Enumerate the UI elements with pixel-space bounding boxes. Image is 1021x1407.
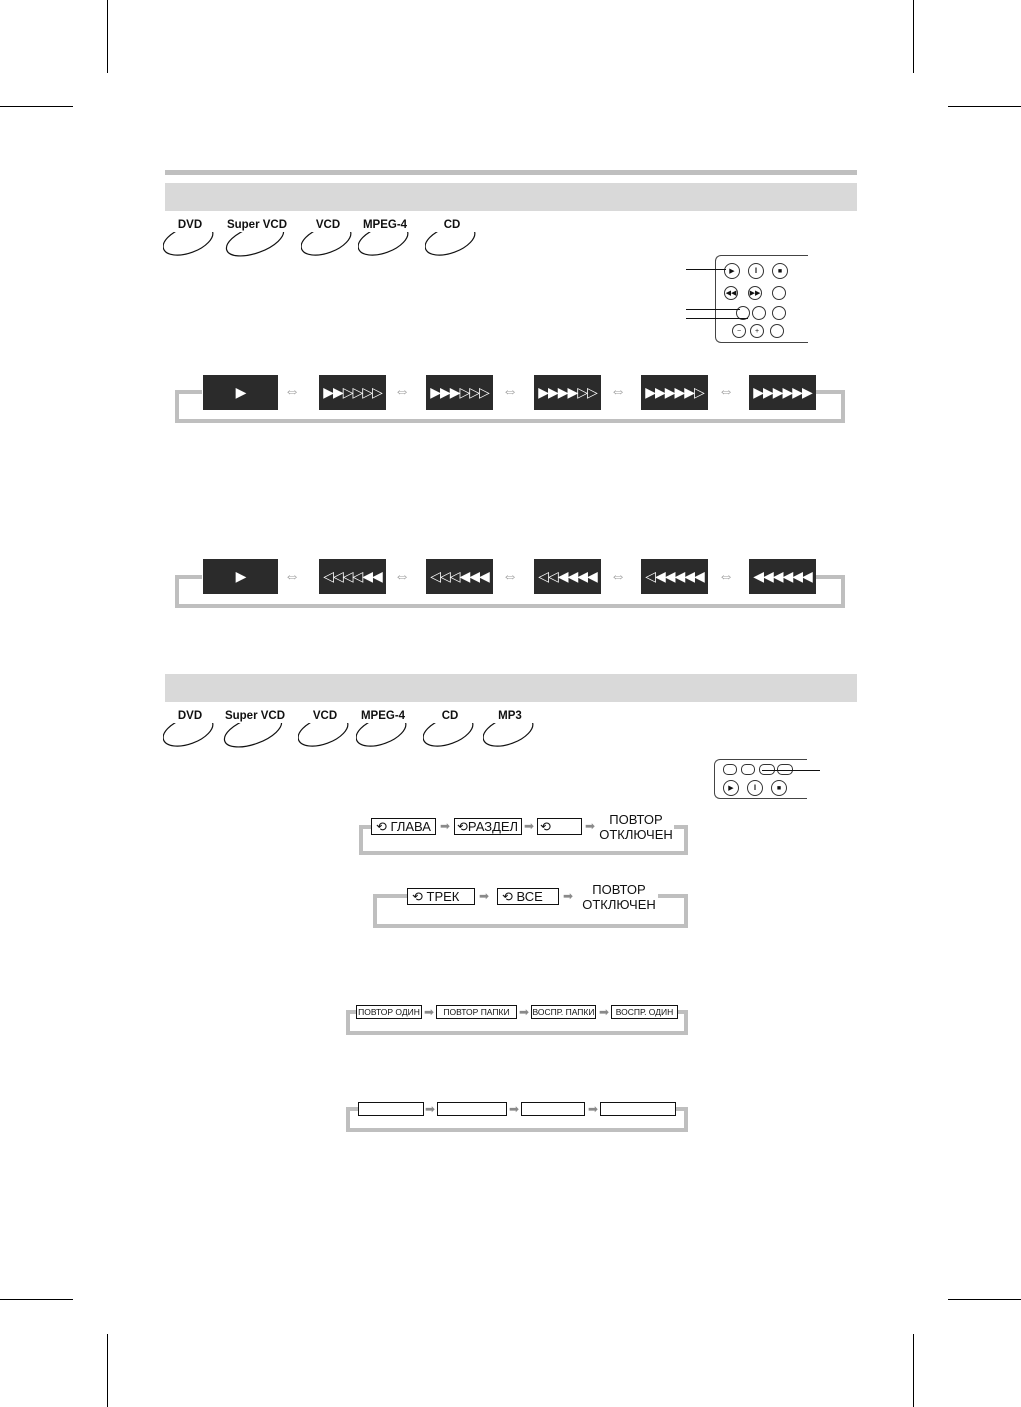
blank-mode-box — [437, 1102, 507, 1116]
double-arrow-icon: ⇔ — [610, 568, 626, 585]
plus-button-illustration: + — [750, 324, 764, 338]
remote-button-illustration — [723, 764, 737, 775]
repeat-mode-box — [407, 888, 475, 905]
speed-box: ◁◁◁◁◀◀ — [319, 559, 386, 594]
rewind-button-illustration: ◀◀ — [724, 286, 738, 300]
speed-box: ▶ — [203, 559, 278, 594]
speed-box: ▶▶▶▶▷▷ — [534, 375, 601, 410]
speed-box: ◁◀◀◀◀◀ — [641, 559, 708, 594]
ff-button-illustration — [752, 306, 766, 320]
loop-cap — [816, 390, 845, 394]
section-header-bar — [165, 183, 857, 211]
right-arrow-icon: ➡ — [509, 1102, 520, 1116]
repeat-mode-box: ПОВТОР ПАПКИ — [436, 1005, 517, 1019]
loop-cap — [175, 390, 202, 394]
disc-badge: VCD — [298, 709, 352, 753]
remote-control-illustration — [714, 759, 807, 799]
disc-badge: VCD — [301, 218, 355, 262]
pause-button-illustration: ‖ — [748, 263, 764, 279]
loop-cap — [346, 1107, 358, 1111]
repeat-mode-box — [497, 888, 559, 905]
double-arrow-icon: ⇔ — [394, 383, 410, 400]
disc-badge: Super VCD — [223, 709, 287, 753]
right-arrow-icon: ➡ — [424, 1005, 435, 1019]
callout-line — [686, 269, 726, 270]
blank-mode-box — [521, 1102, 585, 1116]
right-arrow-icon: ➡ — [524, 819, 535, 833]
speed-box: ▶ — [203, 375, 278, 410]
page-header-rule — [165, 170, 857, 175]
loop-cap — [373, 894, 407, 898]
repeat-mode-box: ПОВТОР ОДИН — [356, 1005, 422, 1019]
repeat-mode-label: ТРЕК — [426, 889, 460, 904]
angle-button-illustration — [772, 286, 786, 300]
speed-box: ▶▶▶▶▶▷ — [641, 375, 708, 410]
mute-button-illustration — [770, 324, 784, 338]
loop-cap — [674, 825, 688, 829]
crop-mark — [948, 1299, 1021, 1300]
double-arrow-icon: ⇔ — [718, 383, 734, 400]
repeat-off-line: ОТКЛЮЧЕН — [582, 897, 656, 912]
repeat-off-line: ПОВТОР — [609, 812, 663, 827]
double-arrow-icon: ⇔ — [502, 568, 518, 585]
speed-box: ▶▶▶▶▶▶ — [749, 375, 816, 410]
double-arrow-icon: ⇔ — [718, 568, 734, 585]
blank-mode-box — [358, 1102, 424, 1116]
repeat-mode-label: РАЗДЕЛ — [467, 819, 519, 834]
repeat-mode-box — [454, 818, 522, 835]
loop-cap — [359, 825, 371, 829]
minus-button-illustration: − — [732, 324, 746, 338]
double-arrow-icon: ⇔ — [394, 568, 410, 585]
disc-type-badges — [163, 709, 543, 753]
repeat-icon: ⟲ — [376, 819, 391, 834]
loop-cap — [816, 575, 845, 579]
double-arrow-icon: ⇔ — [284, 568, 300, 585]
speed-box: ▶▶▶▷▷▷ — [426, 375, 493, 410]
repeat-mode-label: ВСЕ — [516, 889, 543, 904]
disc-badge: CD — [423, 709, 477, 753]
pause-button-illustration: ‖ — [747, 780, 763, 796]
crop-mark — [913, 1334, 914, 1407]
play-button-illustration: ▶ — [724, 263, 740, 279]
vol-button-illustration — [772, 306, 786, 320]
crop-mark — [107, 0, 108, 73]
disc-type-badges — [163, 218, 493, 262]
loop-cap — [678, 1010, 688, 1014]
speed-box: ◀◀◀◀◀◀ — [749, 559, 816, 594]
loop-cap — [658, 894, 688, 898]
repeat-mode-box: ВОСПР. ОДИН — [611, 1005, 678, 1019]
repeat-icon: ⟲ — [540, 819, 551, 834]
repeat-mode-label: ГЛАВА — [390, 819, 431, 834]
right-arrow-icon: ➡ — [563, 889, 574, 903]
right-arrow-icon: ➡ — [479, 889, 490, 903]
callout-line — [762, 770, 820, 771]
repeat-mode-box — [537, 818, 582, 835]
disc-badge: DVD — [163, 218, 217, 262]
right-arrow-icon: ➡ — [588, 1102, 599, 1116]
blank-mode-box — [600, 1102, 676, 1116]
right-arrow-icon: ➡ — [585, 819, 596, 833]
repeat-off-line: ПОВТОР — [592, 882, 646, 897]
crop-mark — [0, 1299, 73, 1300]
disc-badge: Super VCD — [225, 218, 289, 262]
forward-button-illustration: ▶▶ — [748, 286, 762, 300]
repeat-icon: ⟲ — [457, 819, 468, 834]
crop-mark — [913, 0, 914, 73]
disc-badge: MPEG-4 — [358, 218, 412, 262]
loop-cap — [676, 1107, 688, 1111]
speed-box: ▶▶▷▷▷▷ — [319, 375, 386, 410]
repeat-off-label — [580, 882, 658, 912]
repeat-off-label — [598, 812, 674, 842]
repeat-icon: ⟲ — [502, 889, 517, 904]
callout-line — [686, 318, 748, 319]
disc-badge: CD — [425, 218, 479, 262]
crop-mark — [948, 106, 1021, 107]
disc-badge: DVD — [163, 709, 217, 753]
right-arrow-icon: ➡ — [425, 1102, 436, 1116]
loop-cap — [346, 1010, 356, 1014]
stop-button-illustration: ■ — [771, 780, 787, 796]
repeat-mode-box: ВОСПР. ПАПКИ — [532, 1007, 595, 1017]
loop-cap — [175, 575, 202, 579]
speed-box: ◁◁◁◀◀◀ — [426, 559, 493, 594]
repeat-icon: ⟲ — [412, 889, 427, 904]
double-arrow-icon: ⇔ — [502, 383, 518, 400]
callout-line — [686, 309, 740, 310]
remote-button-illustration — [741, 764, 755, 775]
remote-control-illustration — [715, 255, 808, 343]
crop-mark — [107, 1334, 108, 1407]
crop-mark — [0, 106, 73, 107]
section-header-bar — [165, 674, 857, 702]
repeat-mode-box — [371, 818, 436, 835]
double-arrow-icon: ⇔ — [610, 383, 626, 400]
speed-box: ◁◁◀◀◀◀ — [534, 559, 601, 594]
disc-badge: MPEG-4 — [356, 709, 410, 753]
right-arrow-icon: ➡ — [440, 819, 451, 833]
play-button-illustration: ▶ — [723, 780, 739, 796]
disc-badge: MP3 — [483, 709, 537, 753]
stop-button-illustration: ■ — [772, 263, 788, 279]
double-arrow-icon: ⇔ — [284, 383, 300, 400]
right-arrow-icon: ➡ — [599, 1005, 610, 1019]
repeat-off-line: ОТКЛЮЧЕН — [599, 827, 673, 842]
right-arrow-icon: ➡ — [519, 1005, 530, 1019]
